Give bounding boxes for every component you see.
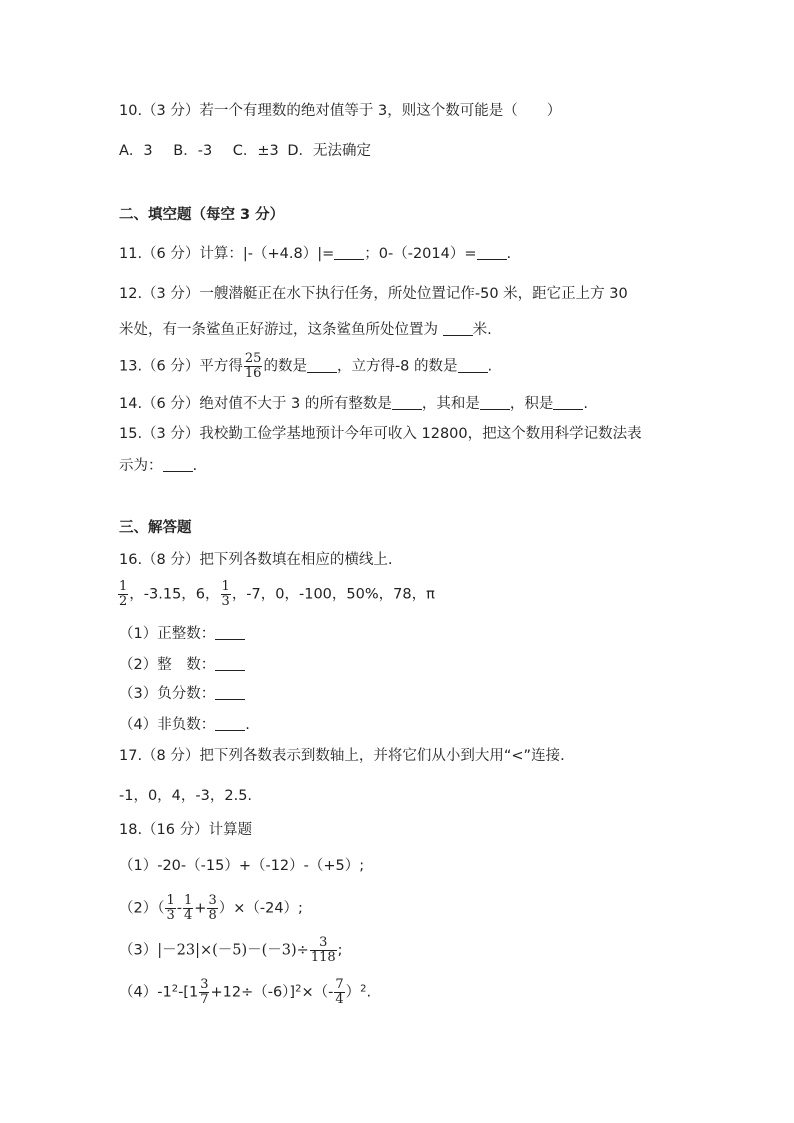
answer-blank[interactable] bbox=[553, 395, 583, 410]
question-14: 14.（6 分）绝对值不大于 3 的所有整数是 ，其和是 ，积是 . bbox=[119, 396, 588, 412]
fraction-3-8: $\frac{3}{8}$ bbox=[208, 893, 217, 923]
answer-blank[interactable] bbox=[443, 321, 473, 336]
question-13: 13.（6 分）平方得 $\frac{25}{16}$ 的数是 ，立方得-8 的数是 . bbox=[119, 351, 493, 381]
question-17: 17.（8 分）把下列各数表示到数轴上，并将它们从小到大用“<”连接. bbox=[119, 748, 565, 764]
question-18-part-2: （2）（ $\frac{1}{3}$ - $\frac{1}{4}$ + $\frac{3}{8}$ ）×（-24）; bbox=[119, 893, 303, 923]
answer-blank[interactable] bbox=[215, 685, 245, 700]
fraction-1-3: $\frac{1}{3}$ bbox=[166, 893, 175, 923]
question-18-part-1: （1）-20-（-15）+（-12）-（+5）; bbox=[119, 858, 365, 874]
fraction-1-2: $\frac{1}{2}$ bbox=[119, 579, 128, 609]
option-b: B．-3 bbox=[173, 143, 213, 159]
answer-blank[interactable] bbox=[458, 358, 488, 373]
option-a: A．3 bbox=[119, 143, 153, 159]
fraction-1-4: $\frac{1}{4}$ bbox=[184, 893, 193, 923]
answer-blank[interactable] bbox=[163, 457, 193, 472]
answer-blank[interactable] bbox=[392, 395, 422, 410]
question-16: 16.（8 分）把下列各数填在相应的横线上. bbox=[119, 552, 393, 568]
question-16-item-1: （1）正整数： bbox=[119, 624, 245, 644]
answer-blank[interactable] bbox=[307, 358, 337, 373]
question-16-item-2: （2）整 数： bbox=[119, 655, 245, 675]
answer-blank[interactable] bbox=[215, 716, 245, 731]
question-15-line-2: 示为： . bbox=[119, 458, 198, 474]
section-2-title: 二、填空题（每空 3 分） bbox=[119, 207, 285, 223]
answer-blank[interactable] bbox=[334, 245, 364, 260]
question-18: 18.（16 分）计算题 bbox=[119, 822, 253, 838]
fraction-7-4: $\frac{7}{4}$ bbox=[335, 977, 344, 1007]
question-10: 10.（3 分）若一个有理数的绝对值等于 3，则这个数可能是（ ） bbox=[119, 103, 562, 119]
option-d: D．无法确定 bbox=[287, 143, 372, 159]
question-16-item-3: （3）负分数： bbox=[119, 684, 245, 704]
option-c: C．±3 bbox=[232, 143, 279, 159]
question-11: 11.（6 分）计算：|-（+4.8）|= ；0-（-2014）= . bbox=[119, 246, 512, 262]
fraction-3-118: $\frac{3}{118}$ bbox=[310, 935, 336, 965]
question-16-numbers: $\frac{1}{2}$ ，-3.15，6， $\frac{1}{3}$ ，-7，0，-100，50%，78，π bbox=[119, 579, 435, 609]
question-12-line-2: 米处，有一条鲨鱼正好游过，这条鲨鱼所处位置为 米. bbox=[119, 322, 492, 338]
answer-blank[interactable] bbox=[215, 656, 245, 671]
question-10-options bbox=[119, 141, 371, 161]
answer-blank[interactable] bbox=[215, 625, 245, 640]
answer-blank[interactable] bbox=[477, 245, 507, 260]
question-17-numbers: -1，0，4，-3，2.5. bbox=[119, 788, 253, 804]
fraction-3-7: $\frac{3}{7}$ bbox=[200, 977, 209, 1007]
question-18-part-4: $(4)-1^2-[1$ $\frac{3}{7}$ +12÷（-6）]$^2$×（- $\frac{7}{4}$ ）$^2$. bbox=[119, 977, 372, 1007]
fraction-25-16: $\frac{25}{16}$ bbox=[244, 351, 262, 381]
question-16-item-4: （4）非负数： . bbox=[119, 717, 250, 733]
fraction-1-3: $\frac{1}{3}$ bbox=[221, 579, 230, 609]
question-18-part-3: （3）|－23|×(－5)－(－3)÷ $\frac{3}{118}$ ; bbox=[119, 935, 343, 965]
section-3-title: 三、解答题 bbox=[119, 520, 192, 536]
question-12-line-1: 12.（3 分）一艘潜艇正在水下执行任务，所处位置记作-50 米，距它正上方 30 bbox=[119, 286, 628, 302]
answer-blank[interactable] bbox=[480, 395, 510, 410]
question-15-line-1: 15.（3 分）我校勤工俭学基地预计今年可收入 12800，把这个数用科学记数法表 bbox=[119, 426, 642, 442]
